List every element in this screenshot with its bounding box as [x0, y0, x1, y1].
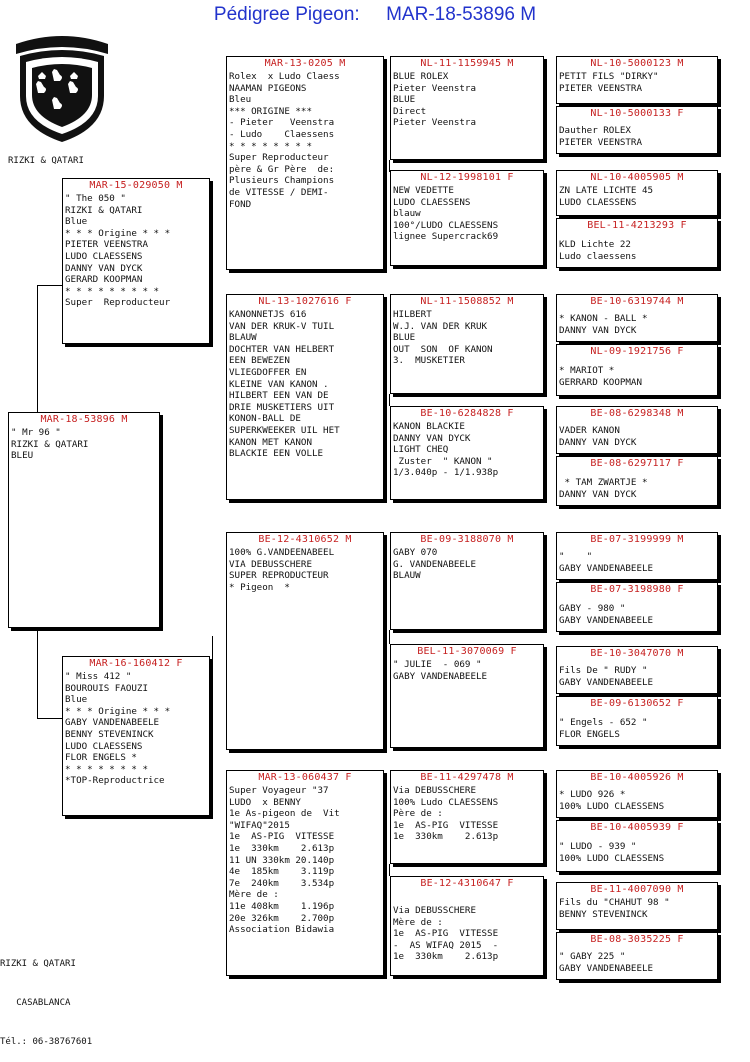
ring-number: MAR-18-53896 M: [40, 414, 128, 425]
ring-number: BE-12-4310652 M: [258, 534, 352, 545]
detail-line: DANNY VAN DYCK: [393, 432, 471, 444]
pedigree-gen4-box: [556, 344, 718, 396]
pigeon-details: [559, 185, 715, 208]
pigeon-details: [393, 309, 541, 367]
detail-line: " ": [559, 551, 593, 562]
detail-line: 4e 185km 3.119p: [229, 866, 335, 878]
detail-line: - Ludo Claessens: [229, 128, 335, 140]
detail-line: lignee Supercrack69: [393, 231, 499, 243]
detail-line: Super Reproducteur: [229, 152, 329, 164]
detail-line: *TOP-Reproductrice: [65, 775, 165, 787]
pigeon-details: [559, 717, 715, 740]
detail-line: Direct: [393, 105, 427, 117]
pedigree-gen4-box: [556, 294, 718, 342]
detail-line: Fils De " RUDY ": [559, 665, 648, 676]
pigeon-details: [393, 421, 541, 479]
pigeon-details: [559, 665, 715, 688]
detail-line: SUPERKWEEKER UIL HET: [229, 424, 340, 436]
owner-address: [0, 932, 92, 1062]
detail-line: 1e AS-PIG VITESSE: [393, 928, 499, 940]
detail-line: 100°/LUDO CLAESSENS: [393, 219, 499, 231]
detail-line: BOUROUIS FAOUZI: [65, 682, 148, 694]
ring-number: NL-11-1159945 M: [420, 58, 514, 69]
ring-number: NL-10-5000123 M: [590, 58, 684, 69]
connector: [37, 718, 63, 719]
detail-line: * Pigeon *: [229, 581, 290, 593]
ring-number: NL-12-1998101 F: [420, 172, 514, 183]
connector: [389, 864, 390, 876]
pigeon-details: [559, 841, 715, 864]
pigeon-details: [559, 125, 715, 148]
detail-line: 1e As-pigeon de Vit: [229, 808, 340, 820]
ring-number: BE-12-4310647 F: [420, 878, 514, 889]
detail-line: DANNY VAN DYCK: [559, 436, 637, 448]
ring-number: BE-08-6298348 M: [590, 408, 684, 419]
pigeon-details: [229, 309, 381, 460]
detail-line: " JULIE - 069 ": [393, 659, 482, 670]
pedigree-sire: [62, 178, 210, 344]
pedigree-subject: [8, 412, 160, 628]
pedigree-gen4-box: [556, 406, 718, 454]
detail-line: LUDO CLAESSENS: [65, 740, 143, 752]
detail-line: 1e 330km 2.613p: [393, 951, 499, 963]
pigeon-details: [559, 551, 715, 574]
detail-line: EEN BEWEZEN: [229, 355, 290, 367]
detail-line: Via DEBUSSCHERE: [393, 785, 476, 796]
detail-line: Plusieurs Champions: [229, 175, 335, 187]
pedigree-gen3-box: [390, 770, 544, 864]
detail-line: 11 UN 330km 20.140p: [229, 854, 335, 866]
detail-line: - Pieter Veenstra: [229, 117, 335, 129]
detail-line: 1e AS-PIG VITESSE: [393, 819, 499, 831]
detail-line: GABY VANDENABEELE: [393, 670, 488, 682]
detail-line: * KANON - BALL *: [559, 313, 648, 324]
detail-line: " Miss 412 ": [65, 671, 132, 682]
detail-line: GABY VANDENABEELE: [559, 562, 654, 574]
ring-number: BE-07-3199999 M: [590, 534, 684, 545]
detail-line: 1/3.040p - 1/1.938p: [393, 467, 499, 479]
detail-line: Mère de :: [393, 916, 443, 928]
detail-line: DANNY VAN DYCK: [559, 324, 637, 336]
detail-line: NEW VEDETTE: [393, 185, 454, 196]
ring-number: BE-11-4297478 M: [420, 772, 514, 783]
detail-line: - AS WIFAQ 2015 -: [393, 939, 499, 951]
pedigree-gen3-box: [390, 532, 544, 630]
ring-number: BE-10-6284828 F: [420, 408, 514, 419]
detail-line: Fils du "CHAHUT 98 ": [559, 897, 670, 908]
detail-line: 1e 330km 2.613p: [393, 831, 499, 843]
pigeon-details: [559, 897, 715, 920]
detail-line: 20e 326km 2.700p: [229, 912, 335, 924]
detail-line: Super Reproducteur: [65, 297, 171, 309]
detail-line: DANNY VAN DYCK: [65, 262, 143, 274]
detail-line: Ludo claessens: [559, 250, 637, 262]
detail-line: ZN LATE LICHTE 45: [559, 185, 654, 196]
detail-line: * * * * * * * *: [229, 140, 312, 152]
pigeon-details: [65, 193, 207, 309]
detail-line: BENNY STEVENINCK: [65, 728, 154, 740]
detail-line: 1e 330km 2.613p: [229, 842, 335, 854]
detail-line: BLUE: [393, 332, 416, 344]
detail-line: * TAM ZWARTJE *: [559, 477, 648, 488]
detail-line: Bleu: [229, 94, 252, 106]
detail-line: " Engels - 652 ": [559, 717, 648, 728]
detail-line: Pieter Veenstra: [393, 82, 476, 94]
page-title: [0, 4, 750, 26]
ring-number: BE-08-3035225 F: [590, 934, 684, 945]
detail-line: LUDO x BENNY: [229, 796, 301, 808]
pedigree-gen4-box: [556, 696, 718, 746]
pigeon-details: [229, 547, 381, 593]
detail-line: BLACKIE EEN VOLLE: [229, 448, 324, 460]
detail-line: PIETER VEENSTRA: [559, 82, 642, 94]
detail-line: 3. MUSKETIER: [393, 355, 465, 367]
ring-number: MAR-13-0205 M: [264, 58, 346, 69]
pigeon-details: [559, 425, 715, 448]
pedigree-gen2-box: [226, 532, 384, 750]
pedigree-gen4-box: [556, 582, 718, 632]
pigeon-details: [393, 185, 541, 243]
detail-line: Zuster " KANON ": [393, 455, 493, 467]
detail-line: 100% LUDO CLAESSENS: [559, 852, 665, 864]
pigeon-details: [559, 789, 715, 812]
detail-line: * MARIOT *: [559, 365, 615, 376]
pedigree-gen3-box: [390, 294, 544, 394]
detail-line: SUPER REPRODUCTEUR: [229, 570, 329, 582]
pedigree-gen3-box: [390, 876, 544, 976]
detail-line: KANONNETJS 616: [229, 309, 307, 320]
detail-line: BLAUW: [229, 332, 257, 344]
detail-line: W.J. VAN DER KRUK: [393, 320, 488, 332]
pedigree-dam: [62, 656, 210, 816]
detail-line: * * * * * * * * *: [65, 285, 160, 297]
detail-line: BLUE ROLEX: [393, 71, 449, 82]
pigeon-details: [229, 785, 381, 936]
pedigree-gen4-box: [556, 882, 718, 930]
pigeon-details: [559, 365, 715, 388]
detail-line: VADER KANON: [559, 425, 620, 436]
pigeon-details: [393, 785, 541, 843]
detail-line: 100% Ludo CLAESSENS: [393, 796, 499, 808]
detail-line: BLAUW: [393, 570, 421, 582]
detail-line: OUT SON OF KANON: [393, 343, 493, 355]
ring-number: BE-07-3198980 F: [590, 584, 684, 595]
detail-line: "WIFAQ"2015: [229, 819, 290, 831]
address-line: CASABLANCA: [0, 998, 71, 1008]
detail-line: Blue: [65, 694, 88, 706]
detail-line: VIA DEBUSSCHERE: [229, 558, 312, 570]
detail-line: " GABY 225 ": [559, 951, 626, 962]
connector: [389, 630, 390, 644]
ring-number: NL-11-1508852 M: [420, 296, 514, 307]
connector: [37, 285, 63, 286]
address-line: Tél.: 06-38767601: [0, 1037, 93, 1047]
detail-line: Mère de :: [229, 889, 279, 901]
detail-line: * * * Origine * * *: [65, 227, 171, 239]
pedigree-gen3-box: [390, 644, 544, 748]
detail-line: VAN DER KRUK-V TUIL: [229, 320, 335, 332]
detail-line: 1e AS-PIG VITESSE: [229, 831, 335, 843]
pigeon-details: [65, 671, 207, 787]
detail-line: GABY - 980 ": [559, 603, 626, 614]
detail-line: GERRARD KOOPMAN: [559, 376, 642, 388]
detail-line: RIZKI & QATARI: [65, 204, 143, 216]
title-label: Pédigree Pigeon:: [213, 4, 360, 25]
connector: [212, 636, 213, 776]
detail-line: Blue: [65, 216, 88, 228]
pigeon-details: [559, 603, 715, 626]
pigeon-details: [559, 951, 715, 974]
ring-number: BE-10-4005926 M: [590, 772, 684, 783]
detail-line: G. VANDENABEELE: [393, 558, 476, 570]
pigeon-shield-logo: [12, 28, 112, 146]
detail-line: NAAMAN PIGEONS: [229, 82, 307, 94]
pedigree-gen2-box: [226, 56, 384, 270]
ring-number: BE-09-6130652 F: [590, 698, 684, 709]
pigeon-details: [559, 239, 715, 262]
ring-number: NL-09-1921756 F: [590, 346, 684, 357]
ring-number: MAR-16-160412 F: [89, 658, 183, 669]
detail-line: LIGHT CHEQ: [393, 444, 449, 456]
pedigree-gen4-box: [556, 820, 718, 872]
detail-line: KLD Lichte 22: [559, 239, 631, 250]
connector: [37, 626, 38, 718]
pigeon-details: [559, 477, 715, 500]
detail-line: GABY VANDENABEELE: [559, 614, 654, 626]
ring-number: BE-10-4005939 F: [590, 822, 684, 833]
pigeon-details: [11, 427, 157, 462]
pigeon-details: [393, 659, 541, 682]
ring-number: BE-10-3047070 M: [590, 648, 684, 659]
pedigree-gen4-box: [556, 218, 718, 268]
detail-line: BENNY STEVENINCK: [559, 908, 648, 920]
owner-name: RIZKI & QATARI: [8, 156, 84, 166]
detail-line: DRIE MUSKETIERS UIT: [229, 401, 335, 413]
detail-line: 100% G.VANDEENABEEL: [229, 547, 335, 558]
pigeon-details: [229, 71, 381, 210]
detail-line: GABY VANDENABEELE: [559, 676, 654, 688]
detail-line: Association Bidawia: [229, 924, 335, 936]
pigeon-details: [559, 71, 715, 94]
connector: [37, 285, 38, 413]
detail-line: LUDO CLAESSENS: [65, 250, 143, 262]
detail-line: DANNY VAN DYCK: [559, 488, 637, 500]
pigeon-details: [393, 71, 541, 129]
detail-line: Pieter Veenstra: [393, 117, 476, 129]
ring-number: BE-09-3188070 M: [420, 534, 514, 545]
detail-line: 100% LUDO CLAESSENS: [559, 800, 665, 812]
detail-line: de VITESSE / DEMI-: [229, 186, 329, 198]
detail-line: KLEINE VAN KANON .: [229, 378, 329, 390]
pedigree-gen4-box: [556, 170, 718, 216]
detail-line: PIETER VEENSTRA: [559, 136, 642, 148]
pedigree-gen3-box: [390, 170, 544, 266]
detail-line: Rolex x Ludo Claess: [229, 71, 340, 82]
pigeon-details: [393, 547, 541, 582]
connector: [389, 394, 390, 406]
pedigree-gen4-box: [556, 770, 718, 818]
ring-number: BE-08-6297117 F: [590, 458, 684, 469]
detail-line: GABY 070: [393, 547, 438, 558]
title-ring: MAR-18-53896 M: [386, 4, 537, 25]
pedigree-gen2-box: [226, 294, 384, 500]
pedigree-gen4-box: [556, 932, 718, 980]
detail-line: KANON BLACKIE: [393, 421, 465, 432]
ring-number: NL-10-5000133 F: [590, 108, 684, 119]
pedigree-gen4-box: [556, 106, 718, 154]
detail-line: RIZKI & QATARI: [11, 438, 89, 450]
pedigree-gen4-box: [556, 56, 718, 104]
detail-line: GERARD KOOPMAN: [65, 274, 143, 286]
detail-line: HILBERT: [393, 309, 432, 320]
ring-number: MAR-15-029050 M: [89, 180, 183, 191]
ring-number: BE-11-4007090 M: [590, 884, 684, 895]
detail-line: PIETER VEENSTRA: [65, 239, 148, 251]
detail-line: père & Gr Père de:: [229, 163, 335, 175]
detail-line: " The 050 ": [65, 193, 126, 204]
detail-line: GABY VANDENABEELE: [65, 717, 160, 729]
detail-line: " LUDO - 939 ": [559, 841, 637, 852]
detail-line: BLUE: [393, 94, 416, 106]
detail-line: " Mr 96 ": [11, 427, 61, 438]
detail-line: KONON-BALL DE: [229, 413, 301, 425]
detail-line: FOND: [229, 198, 252, 210]
ring-number: MAR-13-060437 F: [258, 772, 352, 783]
detail-line: HILBERT EEN VAN DE: [229, 390, 329, 402]
ring-number: NL-10-4005905 M: [590, 172, 684, 183]
detail-line: * LUDO 926 *: [559, 789, 626, 800]
detail-line: KANON MET KANON: [229, 436, 312, 448]
connector: [212, 262, 213, 298]
ring-number: BE-10-6319744 M: [590, 296, 684, 307]
address-line: RIZKI & QATARI: [0, 959, 76, 969]
ring-number: NL-13-1027616 F: [258, 296, 352, 307]
detail-line: PETIT FILS "DIRKY": [559, 71, 659, 82]
detail-line: *** ORIGINE ***: [229, 105, 312, 117]
detail-line: 7e 240km 3.534p: [229, 877, 335, 889]
pedigree-gen3-box: [390, 406, 544, 500]
detail-line: Père de :: [393, 808, 443, 820]
pigeon-details: [559, 313, 715, 336]
detail-line: Super Voyageur "37: [229, 785, 329, 796]
detail-line: DOCHTER VAN HELBERT: [229, 343, 335, 355]
detail-line: FLOR ENGELS: [559, 728, 620, 740]
detail-line: * * * * * * * *: [65, 763, 148, 775]
detail-line: * * * Origine * * *: [65, 705, 171, 717]
pedigree-gen4-box: [556, 456, 718, 506]
detail-line: BLEU: [11, 450, 34, 462]
detail-line: LUDO CLAESSENS: [393, 196, 471, 208]
pedigree-gen4-box: [556, 532, 718, 580]
detail-line: FLOR ENGELS *: [65, 752, 137, 764]
pedigree-gen4-box: [556, 646, 718, 694]
pigeon-details: [393, 905, 541, 963]
detail-line: Dauther ROLEX: [559, 125, 631, 136]
detail-line: blauw: [393, 208, 421, 220]
detail-line: Via DEBUSSCHERE: [393, 905, 476, 916]
pedigree-gen2-box: [226, 770, 384, 976]
detail-line: VLIEGDOFFER EN: [229, 366, 307, 378]
ring-number: BEL-11-4213293 F: [587, 220, 687, 231]
detail-line: 11e 408km 1.196p: [229, 900, 335, 912]
detail-line: GABY VANDENABEELE: [559, 962, 654, 974]
ring-number: BEL-11-3070069 F: [417, 646, 517, 657]
pedigree-gen3-box: [390, 56, 544, 160]
detail-line: LUDO CLAESSENS: [559, 196, 637, 208]
